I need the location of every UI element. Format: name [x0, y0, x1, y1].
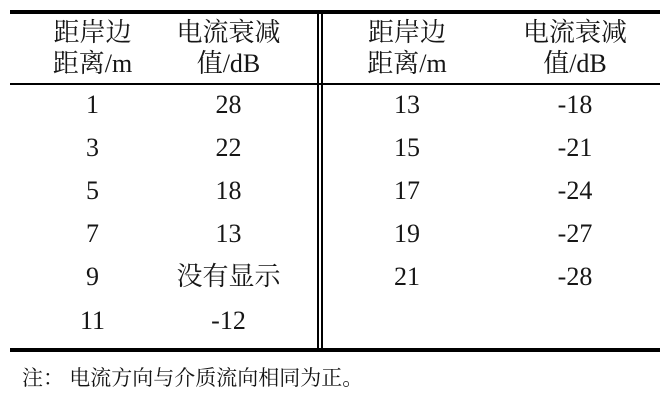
table-cell-distance: 3	[86, 132, 99, 162]
header-cell-attenuation	[490, 13, 660, 83]
table-cell-attenuation: 18	[215, 175, 242, 205]
table-cell-attenuation: 没有显示	[176, 262, 281, 292]
table-cell-distance: 1	[86, 89, 99, 119]
header-line: 距离/m	[52, 49, 133, 78]
header-line: 值/dB	[196, 49, 261, 78]
table-cell-attenuation: -12	[211, 305, 246, 335]
table-cell-distance: 21	[394, 262, 420, 292]
table-cell-distance: 9	[86, 262, 99, 292]
header-cell-distance	[10, 13, 175, 83]
table-cell-distance: 15	[394, 132, 420, 162]
header-line: 距岸边	[367, 18, 446, 47]
header-cell-attenuation	[175, 13, 320, 83]
table-cell-attenuation: -27	[557, 219, 593, 249]
table-note: 注： 电流方向与介质流向相同为正。	[22, 366, 364, 390]
table-cell-attenuation: -18	[557, 89, 593, 119]
table-cell-empty	[490, 299, 660, 342]
table-cell-distance: 19	[394, 219, 420, 249]
table-divider-double-rule-right	[321, 10, 323, 352]
table-cell-attenuation: -28	[557, 262, 593, 292]
header-line: 电流衰减	[176, 18, 281, 47]
table-cell-distance: 13	[394, 89, 420, 119]
header-line: 电流衰减	[522, 18, 627, 47]
header-line: 值/dB	[543, 49, 607, 78]
attenuation-table-right-half	[324, 13, 660, 342]
table-cell-distance: 5	[86, 175, 99, 205]
table-cell-distance: 17	[394, 175, 420, 205]
header-line: 距岸边	[53, 18, 132, 47]
header-line: 距离/m	[367, 49, 447, 78]
table-cell-distance: 7	[86, 219, 99, 249]
header-cell-distance	[324, 13, 490, 83]
table-cell-attenuation: -21	[557, 132, 593, 162]
table-cell-empty	[324, 299, 490, 342]
table-cell-attenuation: 13	[215, 219, 242, 249]
table-cell-distance: 11	[79, 305, 106, 335]
attenuation-table-left-half	[10, 13, 320, 342]
table-cell-attenuation: -24	[557, 175, 593, 205]
table-bottom-rule	[10, 348, 660, 352]
table-cell-attenuation: 28	[215, 89, 242, 119]
table-cell-attenuation: 22	[215, 132, 242, 162]
